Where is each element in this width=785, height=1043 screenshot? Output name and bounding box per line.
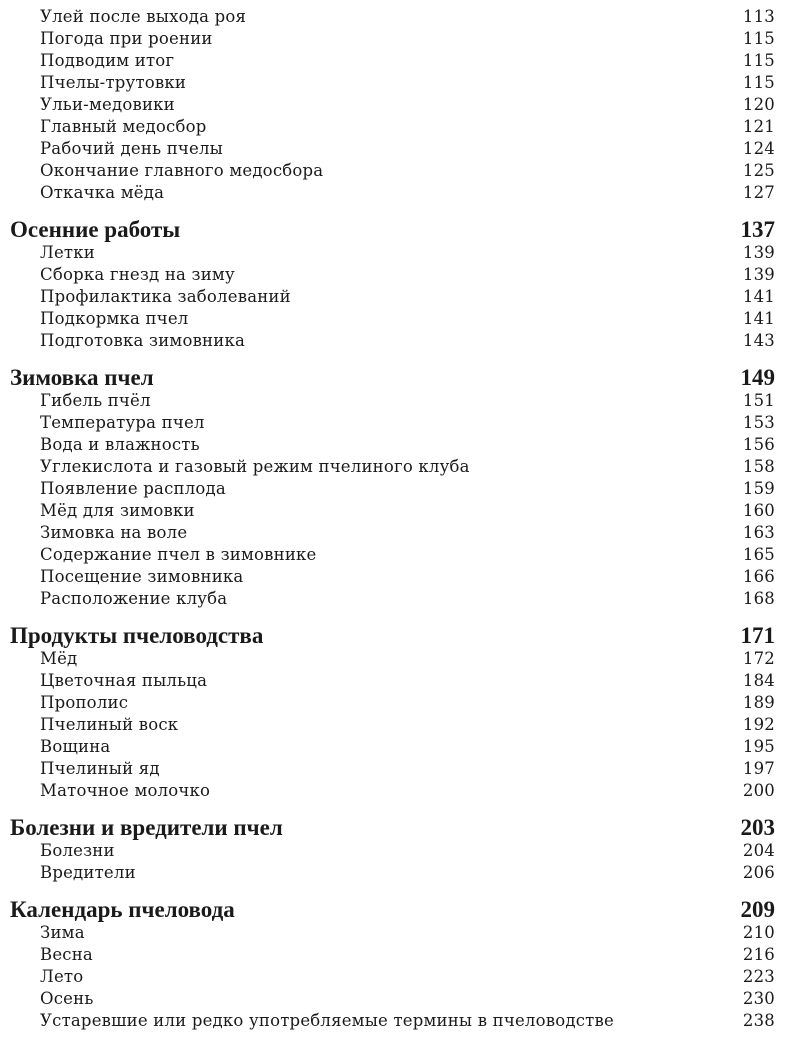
entry-title: Мёд (40, 649, 78, 668)
section-heading[interactable] (10, 816, 775, 840)
entry-page-number: 210 (742, 923, 775, 942)
entry-title: Посещение зимовника (40, 567, 244, 586)
toc-entry[interactable] (10, 1010, 775, 1032)
entry-page-number: 127 (742, 183, 775, 202)
entry-page-number: 153 (742, 413, 775, 432)
entry-page-number: 151 (742, 391, 775, 410)
entry-page-number: 166 (742, 567, 775, 586)
entry-page-number: 156 (742, 435, 775, 454)
entry-title: Цветочная пыльца (40, 671, 208, 690)
section-title: Осенние работы (10, 217, 181, 242)
section-title: Календарь пчеловода (10, 897, 235, 922)
toc-entry[interactable] (10, 160, 775, 182)
toc-section (10, 816, 775, 884)
entry-page-number: 184 (742, 671, 775, 690)
toc-entry[interactable] (10, 412, 775, 434)
entry-title: Пчелы-трутовки (40, 73, 187, 92)
toc-entry[interactable] (10, 138, 775, 160)
entry-title: Появление расплода (40, 479, 226, 498)
toc-entry[interactable] (10, 588, 775, 610)
toc-entry[interactable] (10, 966, 775, 988)
toc-entry[interactable] (10, 648, 775, 670)
entry-title: Прополис (40, 693, 129, 712)
toc-entry[interactable] (10, 182, 775, 204)
entry-title: Содержание пчел в зимовнике (40, 545, 317, 564)
entry-title: Вредители (40, 863, 136, 882)
entry-page-number: 141 (742, 309, 775, 328)
toc-entry[interactable] (10, 264, 775, 286)
entry-title: Пчелиный воск (40, 715, 179, 734)
section-page-number: 203 (740, 815, 775, 840)
entry-page-number: 192 (742, 715, 775, 734)
section-page-number: 137 (740, 217, 775, 242)
toc-section (10, 366, 775, 610)
entry-page-number: 238 (742, 1011, 775, 1030)
entry-page-number: 120 (742, 95, 775, 114)
entry-title: Ульи-медовики (40, 95, 175, 114)
entry-page-number: 139 (742, 265, 775, 284)
entry-page-number: 115 (742, 73, 775, 92)
entry-title: Мёд для зимовки (40, 501, 195, 520)
entry-title: Осень (40, 989, 94, 1008)
entry-page-number: 223 (742, 967, 775, 986)
entry-title: Окончание главного медосбора (40, 161, 324, 180)
entry-page-number: 163 (742, 523, 775, 542)
entry-title: Гибель пчёл (40, 391, 151, 410)
entry-title: Откачка мёда (40, 183, 165, 202)
entry-title: Подкормка пчел (40, 309, 189, 328)
toc-entry[interactable] (10, 758, 775, 780)
entry-title: Лето (40, 967, 84, 986)
toc-entry[interactable] (10, 840, 775, 862)
entry-page-number: 115 (742, 51, 775, 70)
toc-entry[interactable] (10, 434, 775, 456)
toc-entry[interactable] (10, 72, 775, 94)
entry-title: Болезни (40, 841, 115, 860)
entry-page-number: 206 (742, 863, 775, 882)
entry-page-number: 230 (742, 989, 775, 1008)
entry-page-number: 141 (742, 287, 775, 306)
entry-title: Погода при роении (40, 29, 213, 48)
entry-title: Профилактика заболеваний (40, 287, 291, 306)
section-page-number: 149 (740, 365, 775, 390)
toc-entry[interactable] (10, 28, 775, 50)
toc-entry[interactable] (10, 988, 775, 1010)
entry-title: Рабочий день пчелы (40, 139, 223, 158)
toc-section (10, 624, 775, 802)
entry-page-number: 124 (742, 139, 775, 158)
toc-entry[interactable] (10, 670, 775, 692)
entry-title: Устаревшие или редко употребляемые термины в пчеловодстве (40, 1011, 614, 1030)
entry-title: Пчелиный яд (40, 759, 160, 778)
toc-entry[interactable] (10, 922, 775, 944)
entry-page-number: 159 (742, 479, 775, 498)
entry-title: Зима (40, 923, 85, 942)
toc-entry[interactable] (10, 116, 775, 138)
entry-title: Температура пчел (40, 413, 205, 432)
section-heading[interactable] (10, 366, 775, 390)
entry-page-number: 158 (742, 457, 775, 476)
section-page-number: 171 (740, 623, 775, 648)
toc-entry[interactable] (10, 242, 775, 264)
entry-page-number: 195 (742, 737, 775, 756)
toc-entry[interactable] (10, 500, 775, 522)
entry-page-number: 121 (742, 117, 775, 136)
entry-page-number: 168 (742, 589, 775, 608)
toc-entry[interactable] (10, 566, 775, 588)
entry-title: Подводим итог (40, 51, 175, 70)
toc-entry[interactable] (10, 522, 775, 544)
toc-section (10, 6, 775, 204)
toc-section (10, 898, 775, 1032)
toc-entry[interactable] (10, 308, 775, 330)
entry-title: Маточное молочко (40, 781, 211, 800)
toc-entry[interactable] (10, 692, 775, 714)
section-page-number: 209 (740, 897, 775, 922)
toc-entry[interactable] (10, 478, 775, 500)
section-title: Болезни и вредители пчел (10, 815, 283, 840)
entry-page-number: 204 (742, 841, 775, 860)
entry-title: Сборка гнезд на зиму (40, 265, 235, 284)
entry-title: Вода и влажность (40, 435, 200, 454)
entry-page-number: 197 (742, 759, 775, 778)
toc-section (10, 218, 775, 352)
toc-entry[interactable] (10, 456, 775, 478)
toc-entry[interactable] (10, 390, 775, 412)
toc-entry[interactable] (10, 50, 775, 72)
toc-entry[interactable] (10, 736, 775, 758)
entry-title: Вощина (40, 737, 111, 756)
toc-entry[interactable] (10, 286, 775, 308)
entry-page-number: 113 (742, 7, 775, 26)
toc-entry[interactable] (10, 780, 775, 802)
toc-entry[interactable] (10, 6, 775, 28)
entry-page-number: 216 (742, 945, 775, 964)
entry-page-number: 125 (742, 161, 775, 180)
table-of-contents (10, 6, 775, 1032)
section-heading[interactable] (10, 898, 775, 922)
entry-title: Весна (40, 945, 93, 964)
entry-title: Улей после выхода роя (40, 7, 247, 26)
entry-page-number: 172 (742, 649, 775, 668)
toc-entry[interactable] (10, 862, 775, 884)
entry-page-number: 160 (742, 501, 775, 520)
toc-entry[interactable] (10, 714, 775, 736)
entry-title: Зимовка на воле (40, 523, 188, 542)
entry-page-number: 115 (742, 29, 775, 48)
entry-page-number: 139 (742, 243, 775, 262)
entry-title: Летки (40, 243, 95, 262)
section-heading[interactable] (10, 218, 775, 242)
section-heading[interactable] (10, 624, 775, 648)
entry-title: Углекислота и газовый режим пчелиного клуба (40, 457, 470, 476)
entry-title: Расположение клуба (40, 589, 228, 608)
entry-title: Подготовка зимовника (40, 331, 246, 350)
entry-page-number: 143 (742, 331, 775, 350)
entry-title: Главный медосбор (40, 117, 207, 136)
toc-entry[interactable] (10, 544, 775, 566)
toc-entry[interactable] (10, 94, 775, 116)
toc-entry[interactable] (10, 944, 775, 966)
toc-entry[interactable] (10, 330, 775, 352)
entry-page-number: 165 (742, 545, 775, 564)
entry-page-number: 200 (742, 781, 775, 800)
entry-page-number: 189 (742, 693, 775, 712)
section-title: Продукты пчеловодства (10, 623, 264, 648)
section-title: Зимовка пчел (10, 365, 154, 390)
